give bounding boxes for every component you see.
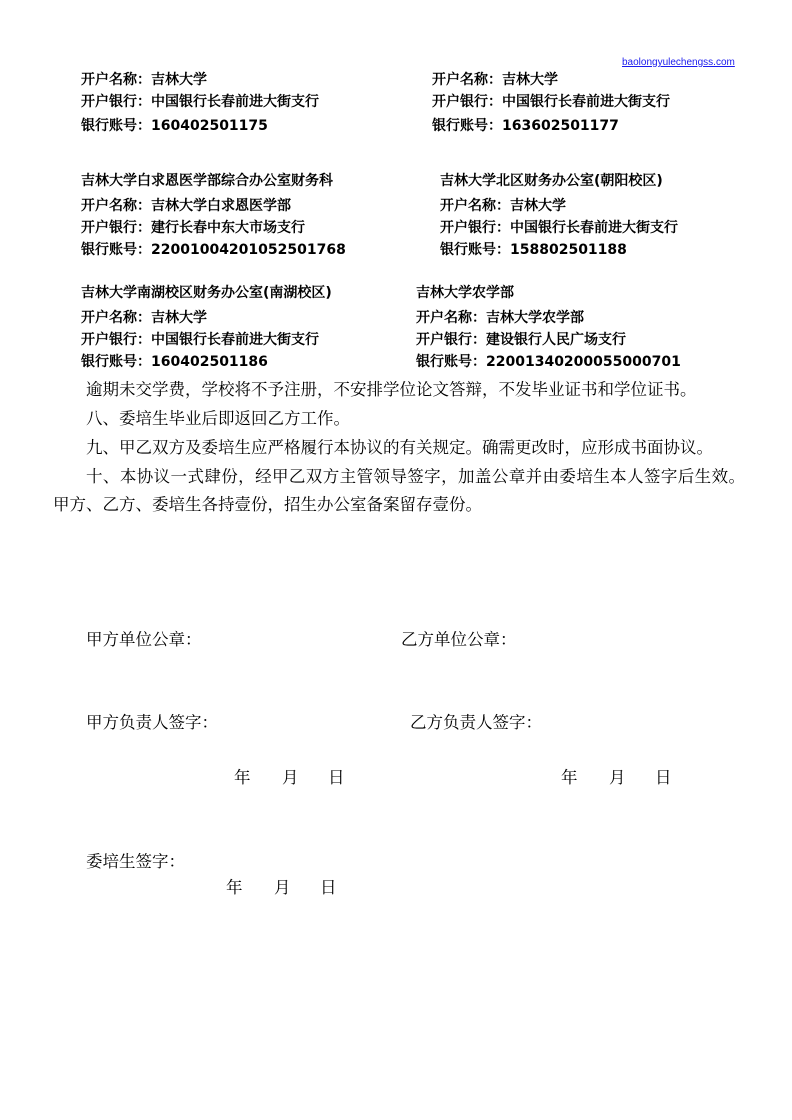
party-a-date <box>234 764 345 788</box>
party-b-seal-label: 乙方单位公章： <box>401 630 517 649</box>
account-bank: 开户银行：中国银行长春前进大街支行 <box>81 94 319 110</box>
account-block-5 <box>81 282 332 373</box>
trainee-sign-label: 委培生签字： <box>86 852 185 871</box>
account-number: 银行账号：160402501175 <box>81 118 268 134</box>
month-label: 月 <box>282 768 299 787</box>
account-block-3 <box>81 170 346 261</box>
account-name: 开户名称：吉林大学 <box>81 310 207 326</box>
account-number: 银行账号：158802501188 <box>440 242 627 258</box>
day-label: 日 <box>655 768 672 787</box>
account-block-1 <box>81 69 319 137</box>
account-number: 银行账号：160402501186 <box>81 354 268 370</box>
paragraph-clause-10: 十、本协议一式肆份，经甲乙双方主管领导签字，加盖公章并由委培生本人签字后生效。甲方、乙方、委培生各持壹份，招生办公室备案留存壹份。 <box>53 467 745 514</box>
party-a-seal-label: 甲方单位公章： <box>86 630 202 649</box>
account-number: 银行账号：22001004201052501768 <box>81 242 346 258</box>
account-office: 吉林大学南湖校区财务办公室(南湖校区) <box>81 285 332 301</box>
account-number: 银行账号：163602501177 <box>432 118 619 134</box>
account-name: 开户名称：吉林大学 <box>81 72 207 88</box>
year-label: 年 <box>561 768 578 787</box>
account-bank: 开户银行：建设银行人民广场支行 <box>416 332 626 348</box>
account-name: 开户名称：吉林大学 <box>432 72 558 88</box>
account-block-4 <box>440 170 678 261</box>
account-block-2 <box>432 69 670 137</box>
account-name: 开户名称：吉林大学白求恩医学部 <box>81 198 291 214</box>
account-number: 银行账号：22001340200055000701 <box>416 354 681 370</box>
agreement-terms <box>53 376 745 519</box>
party-a-sign-label: 甲方负责人签字： <box>86 713 218 732</box>
account-office: 吉林大学农学部 <box>416 285 514 301</box>
paragraph-clause-9: 九、甲乙双方及委培生应严格履行本协议的有关规定。确需更改时，应形成书面协议。 <box>86 438 713 457</box>
account-name: 开户名称：吉林大学 <box>440 198 566 214</box>
paragraph-clause-8: 八、委培生毕业后即返回乙方工作。 <box>86 409 350 428</box>
year-label: 年 <box>234 768 251 787</box>
party-b-date <box>561 764 672 788</box>
year-label: 年 <box>226 878 243 897</box>
account-bank: 开户银行：建行长春中东大市场支行 <box>81 220 305 236</box>
account-name: 开户名称：吉林大学农学部 <box>416 310 584 326</box>
month-label: 月 <box>274 878 291 897</box>
account-bank: 开户银行：中国银行长春前进大街支行 <box>440 220 678 236</box>
party-b-sign-label: 乙方负责人签字： <box>410 713 542 732</box>
paragraph-late-fee: 逾期未交学费，学校将不予注册，不安排学位论文答辩，不发毕业证书和学位证书。 <box>86 380 697 399</box>
trainee-date <box>226 874 337 898</box>
account-office: 吉林大学白求恩医学部综合办公室财务科 <box>81 173 333 189</box>
watermark-link[interactable]: baolongyulechengss.com <box>622 57 735 68</box>
account-block-6 <box>416 282 681 373</box>
day-label: 日 <box>328 768 345 787</box>
day-label: 日 <box>320 878 337 897</box>
account-bank: 开户银行：中国银行长春前进大街支行 <box>432 94 670 110</box>
account-bank: 开户银行：中国银行长春前进大街支行 <box>81 332 319 348</box>
month-label: 月 <box>609 768 626 787</box>
account-office: 吉林大学北区财务办公室(朝阳校区) <box>440 173 663 189</box>
